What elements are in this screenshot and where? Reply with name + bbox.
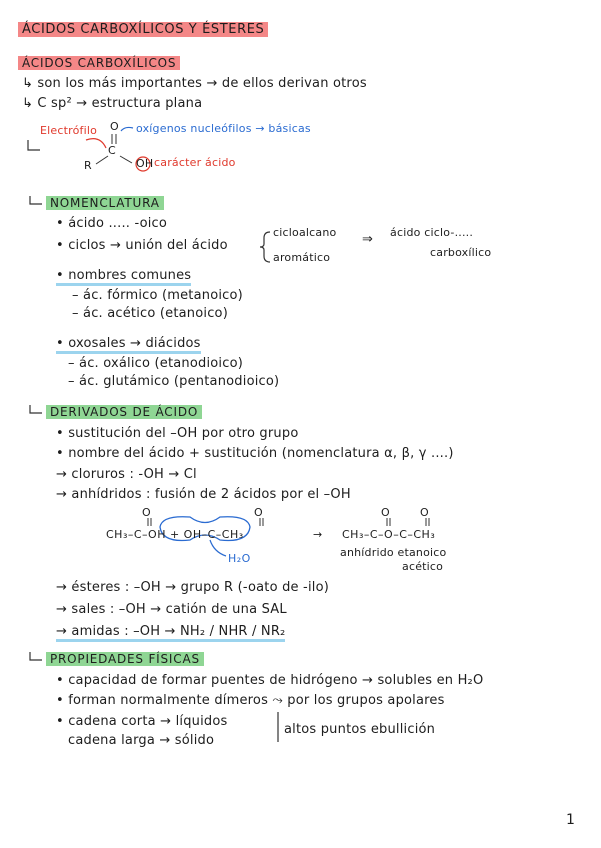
oxigenos-brace <box>121 127 133 131</box>
derivados-line-1: • sustitución del –OH por otro grupo <box>56 426 299 441</box>
acidos-heading-text: ÁCIDOS CARBOXÍLICOS <box>18 56 180 70</box>
derivados-heading-text: DERIVADOS DE ÁCIDO <box>46 405 202 419</box>
h2o-label: H₂O <box>228 552 251 565</box>
derivados-esteres: → ésteres : –OH → grupo R (-oato de -ilo) <box>56 580 329 595</box>
amidas-text: → amidas : –OH → NH₂ / NHR / NR₂ <box>56 624 285 642</box>
hook-arrow <box>28 140 40 150</box>
h2o-arrow <box>210 540 226 556</box>
result-line-2: carboxílico <box>430 246 492 259</box>
propiedades-line-3: • cadena corta → líquidos <box>56 714 228 729</box>
derivados-cloruros: → cloruros : -OH → Cl <box>56 467 197 482</box>
chem-o-1: O <box>142 506 152 519</box>
comunes-item-2: – ác. acético (etanoico) <box>72 306 228 321</box>
propiedades-ebullicion: altos puntos ebullición <box>284 722 436 737</box>
oxosales-item-1: – ác. oxálico (etanodioico) <box>68 356 244 371</box>
electrofilo-label: Electrófilo <box>40 124 98 137</box>
electrofilo-arrow <box>86 139 106 148</box>
brace-arrow: ⇒ <box>362 232 374 247</box>
acidos-line-1: ↳ son los más importantes → de ellos derivan otros <box>22 76 367 91</box>
atom-r: R <box>84 159 92 172</box>
comunes-text: • nombres comunes <box>56 268 191 286</box>
propiedades-heading-text: PROPIEDADES FÍSICAS <box>46 652 204 666</box>
propiedades-line-4: cadena larga → sólido <box>68 733 215 748</box>
chem-reactants: CH₃–C–OH + OH–C–CH₃ <box>106 528 244 541</box>
anhidrido-name-2: acético <box>402 560 444 573</box>
propiedades-line-2: • forman normalmente dímeros ⤳ por los grupos apolares <box>56 693 445 708</box>
result-line-1: ácido ciclo-..... <box>390 226 474 239</box>
oxosales-text: • oxosales → diácidos <box>56 336 201 354</box>
chem-o-2: O <box>254 506 264 519</box>
caracter-acido-label: carácter ácido <box>154 156 236 169</box>
nomenclatura-line-2: • ciclos → unión del ácido <box>56 238 228 253</box>
derivados-amidas <box>56 624 285 639</box>
bond-r <box>96 156 108 164</box>
atom-oh: OH <box>136 157 154 170</box>
anhidrido-name-1: anhídrido etanoico <box>340 546 447 559</box>
atom-o: O <box>110 120 119 133</box>
chem-product: CH₃–C–O–C–CH₃ <box>342 528 436 541</box>
chem-arrow: → <box>313 528 323 541</box>
brace-top-label: cicloalcano <box>273 226 337 239</box>
derivados-line-2: • nombre del ácido + sustitución (nomenclatura α, β, γ ....) <box>56 446 454 461</box>
bond-oh <box>120 156 132 163</box>
nomenclatura-heading-text: NOMENCLATURA <box>46 196 164 210</box>
page-number: 1 <box>566 812 576 828</box>
comunes-item-1: – ác. fórmico (metanoico) <box>72 288 243 303</box>
derivados-sales: → sales : –OH → catión de una SAL <box>56 602 287 617</box>
oxigenos-label: oxígenos nucleófilos → básicas <box>136 122 311 135</box>
nomenclatura-line-1: • ácido ..... -oico <box>56 216 168 231</box>
derivados-heading <box>46 405 202 419</box>
acidos-line-2: ↳ C sp² → estructura plana <box>22 96 203 111</box>
nomenclatura-brace <box>260 232 270 262</box>
page-title <box>18 22 268 37</box>
chem-o-4: O <box>420 506 430 519</box>
acidos-heading <box>18 56 180 70</box>
nomenclatura-heading <box>46 196 164 210</box>
propiedades-heading <box>46 652 204 666</box>
propiedades-line-1: • capacidad de formar puentes de hidrógeno → solubles en H₂O <box>56 673 484 688</box>
comunes-line <box>56 268 191 283</box>
chem-o-3: O <box>381 506 391 519</box>
atom-c: C <box>108 144 116 157</box>
oxosales-line <box>56 336 201 351</box>
oxosales-item-2: – ác. glutámico (pentanodioico) <box>68 374 280 389</box>
brace-bottom-label: aromático <box>273 251 331 264</box>
derivados-anhidridos: → anhídridos : fusión de 2 ácidos por el –OH <box>56 487 351 502</box>
page-title-text: ÁCIDOS CARBOXÍLICOS Y ÉSTERES <box>18 22 268 37</box>
